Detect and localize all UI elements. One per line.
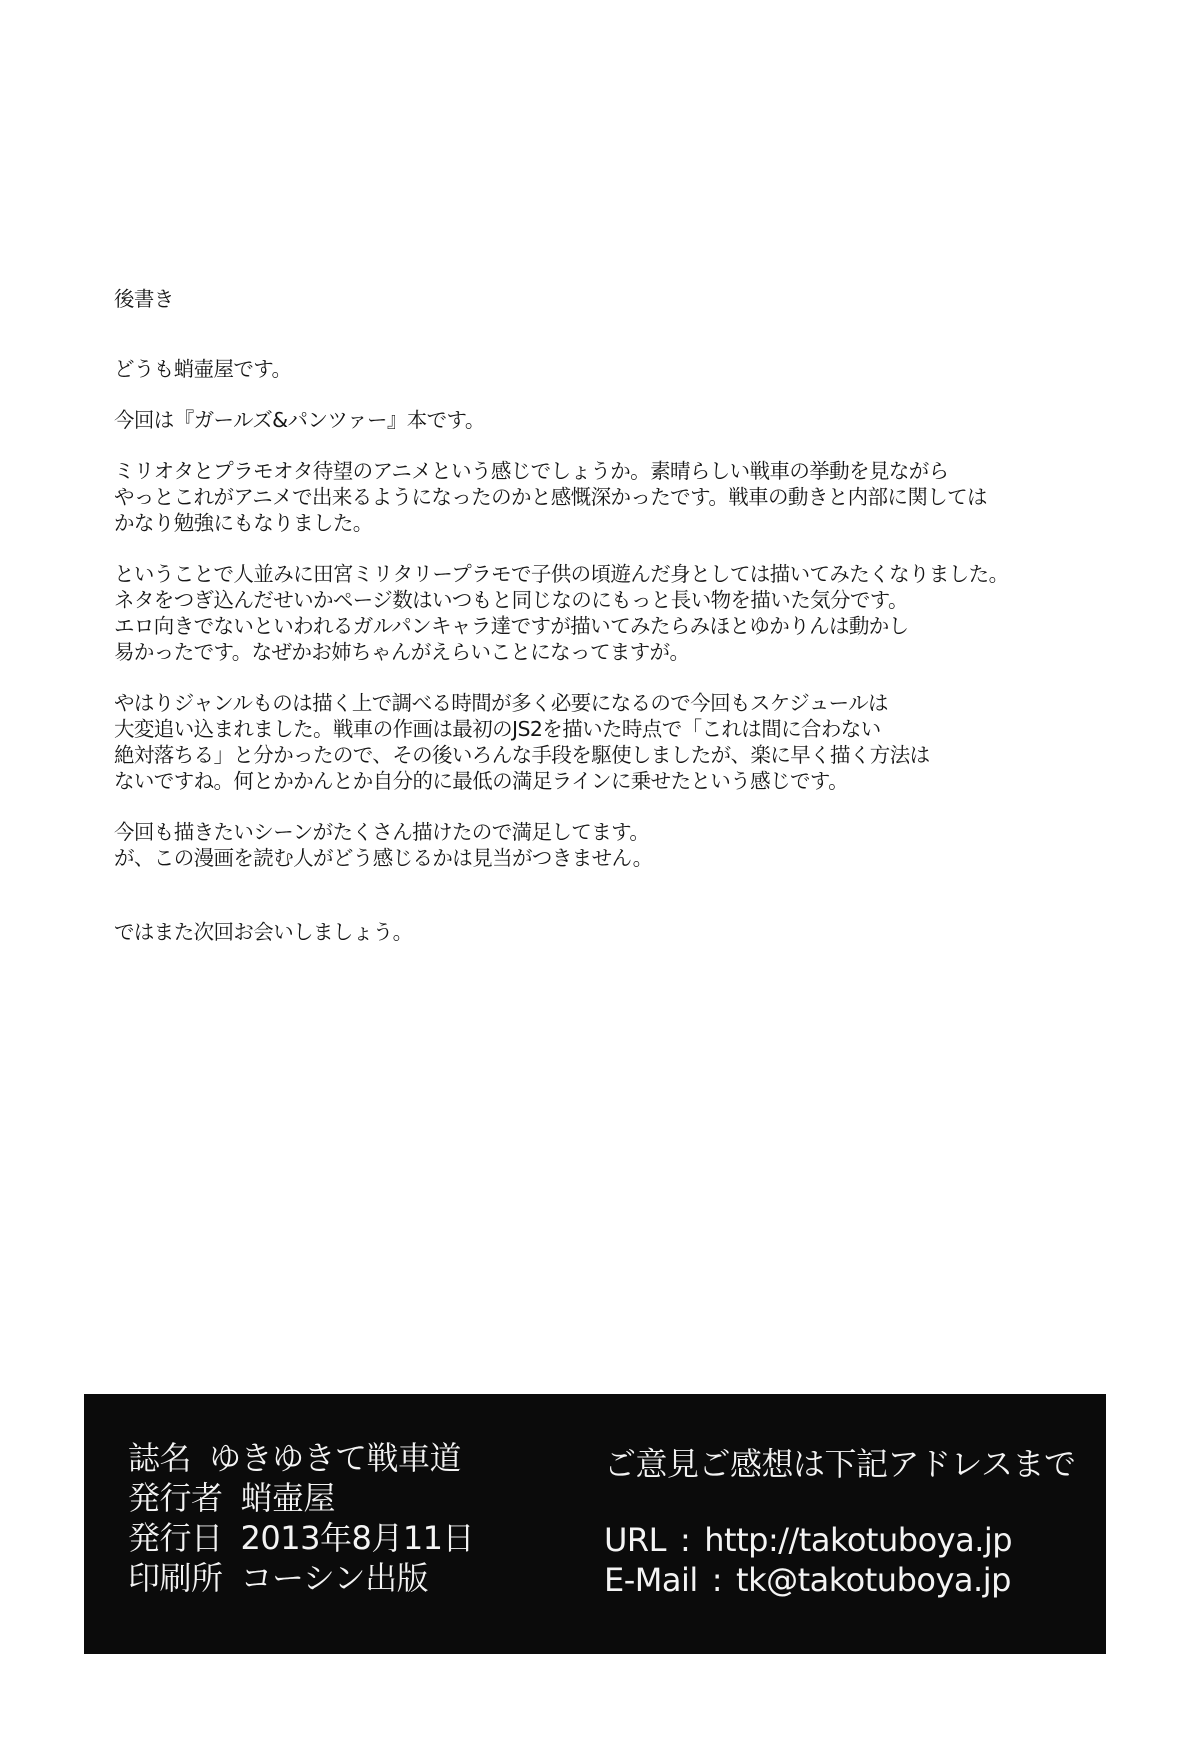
url-label: URL <box>604 1521 666 1559</box>
email-separator: : <box>711 1561 723 1599</box>
publisher-row <box>128 1478 474 1518</box>
printer-row <box>128 1558 474 1598</box>
title-row <box>128 1438 474 1478</box>
afterword-paragraph <box>114 458 1044 536</box>
title-value: ゆきゆきて戦車道 <box>209 1439 462 1477</box>
afterword-paragraph <box>114 690 1044 794</box>
printer-key: 印刷所 <box>128 1559 223 1597</box>
url-separator: : <box>679 1521 691 1559</box>
title-key: 誌名 <box>128 1439 192 1477</box>
email-value: tk@takotuboya.jp <box>736 1561 1011 1599</box>
url-row <box>604 1520 1076 1560</box>
afterword-line: ミリオタとプラモオタ待望のアニメという感じでしょうか。素晴らしい戦車の挙動を見ながら <box>114 459 949 483</box>
contact-heading: ご意見ご感想は下記アドレスまで <box>604 1445 1076 1483</box>
afterword-line: やはりジャンルものは描く上で調べる時間が多く必要になるので今回もスケジュールは <box>114 691 888 715</box>
publication-info <box>128 1438 474 1598</box>
afterword-line: かなり勉強にもなりました。 <box>114 511 373 535</box>
url-value: http://takotuboya.jp <box>704 1521 1013 1559</box>
publisher-value: 蛸壷屋 <box>240 1479 336 1517</box>
printer-value: コーシン出版 <box>240 1559 429 1597</box>
afterword-section <box>114 286 1044 970</box>
afterword-line: が、この漫画を読む人がどう感じるかは見当がつきません。 <box>114 846 653 870</box>
date-row <box>128 1518 474 1558</box>
afterword-line: 易かったです。なぜかお姉ちゃんがえらいことになってますが。 <box>114 640 690 664</box>
afterword-line: エロ向きでないといわれるガルパンキャラ達ですが描いてみたらみほとゆかりんは動かし <box>114 614 909 638</box>
publisher-key: 発行者 <box>128 1479 223 1517</box>
email-row <box>604 1560 1076 1600</box>
afterword-line: 今回も描きたいシーンがたくさん描けたので満足してます。 <box>114 820 650 844</box>
afterword-paragraph <box>114 561 1044 665</box>
afterword-line: ないですね。何とかかんとか自分的に最低の満足ラインに乗せたという感じです。 <box>114 769 849 793</box>
afterword-line: やっとこれがアニメで出来るようになったのかと感慨深かったです。戦車の動きと内部に関しては <box>114 485 987 509</box>
colophon-box <box>84 1394 1106 1654</box>
email-label: E-Mail <box>604 1561 698 1599</box>
date-value: 2013年8月11日 <box>240 1519 475 1557</box>
afterword-line: 絶対落ちる」と分かったので、その後いろんな手段を駆使しましたが、楽に早く描く方法は <box>114 743 930 767</box>
afterword-paragraph <box>114 407 1044 433</box>
afterword-closing <box>114 919 1044 945</box>
afterword-paragraph <box>114 819 1044 871</box>
afterword-line: ということで人並みに田宮ミリタリープラモで子供の頃遊んだ身としては描いてみたくなりました。 <box>114 562 1009 586</box>
afterword-line: ネタをつぎ込んだせいかページ数はいつもと同じなのにもっと長い物を描いた気分です。 <box>114 588 908 612</box>
afterword-line: 大変追い込まれました。戦車の作画は最初のJS2を描いた時点で「これは間に合わない <box>114 717 881 741</box>
afterword-line: 今回は『ガールズ&パンツァー』本です。 <box>114 408 485 432</box>
afterword-paragraph <box>114 356 1044 382</box>
afterword-heading: 後書き <box>114 287 174 311</box>
date-key: 発行日 <box>128 1519 223 1557</box>
closing-line: ではまた次回お会いしましょう。 <box>114 920 413 944</box>
contact-info <box>604 1444 1076 1600</box>
afterword-line: どうも蛸壷屋です。 <box>114 357 292 381</box>
